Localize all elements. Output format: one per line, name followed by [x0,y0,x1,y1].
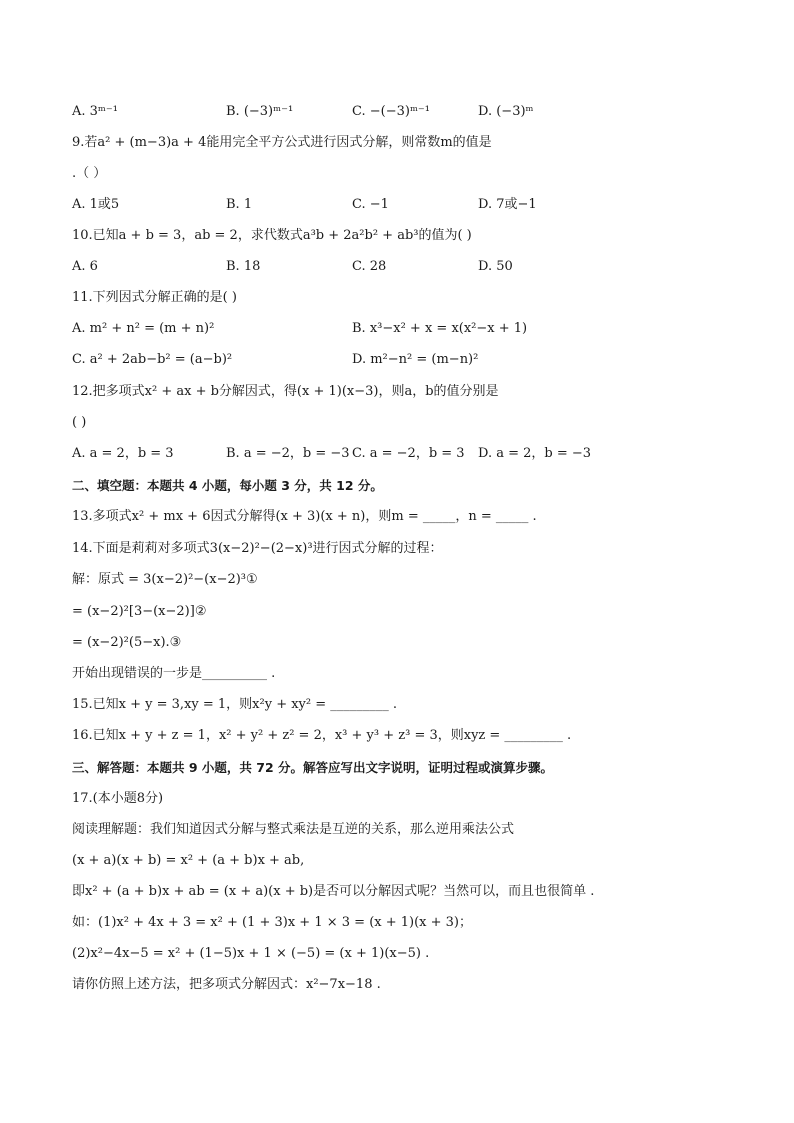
q8-option-a: A. 3ᵐ⁻¹ [72,104,118,119]
q10-option-d: D. 50 [478,259,513,274]
q11-option-d: D. m²−n² = (m−n)² [352,352,479,367]
q17-example-2: (2)x²−4x−5 = x² + (1−5)x + 1 × (−5) = (x + 1)(x−5) . [72,946,430,961]
q12-option-d: D. a = 2，b = −3 [478,446,592,461]
q12-option-a: A. a = 2，b = 3 [72,446,174,461]
q17-paragraph-1: 阅读理解题：我们知道因式分解与整式乘法是互逆的关系，那么逆用乘法公式 [72,822,515,837]
q10-option-c: C. 28 [352,259,387,274]
q8-option-d: D. (−3)ᵐ [478,104,534,119]
q8-option-b: B. (−3)ᵐ⁻¹ [226,104,294,119]
q12-option-b: B. a = −2，b = −3 [226,446,350,461]
q12-paren: ( ) [72,415,87,430]
q13-text: 13.多项式x² + mx + 6因式分解得(x + 3)(x + n)，则m = _____，n = _____ . [72,509,537,524]
q12-option-c: C. a = −2，b = 3 [352,446,465,461]
q11-option-a: A. m² + n² = (m + n)² [72,321,215,336]
q8-option-c: C. −(−3)ᵐ⁻¹ [352,104,430,119]
q10-option-a: A. 6 [72,259,98,274]
q10-stem: 10.已知a + b = 3，ab = 2，求代数式a³b + 2a²b² + ab³的值为( ) [72,228,472,243]
q9-option-b: B. 1 [226,197,253,212]
q11-option-b: B. x³−x² + x = x(x²−x + 1) [352,321,528,336]
q9-option-c: C. −1 [352,197,389,212]
q17-paragraph-2: (x + a)(x + b) = x² + (a + b)x + ab, [72,853,305,868]
q10-option-b: B. 18 [226,259,261,274]
q17-example-1: 如：(1)x² + 4x + 3 = x² + (1 + 3)x + 1 × 3 = (x + 1)(x + 3)； [72,915,472,930]
q11-stem: 11.下列因式分解正确的是( ) [72,290,237,305]
q17-title: 17.(本小题8分) [72,791,164,806]
q14-step-2: = (x−2)²[3−(x−2)]② [72,604,207,619]
section-fill-in-heading: 二、填空题：本题共 4 小题，每小题 3 分，共 12 分。 [72,478,383,493]
q16-text: 16.已知x + y + z = 1，x² + y² + z² = 2，x³ + y³ + z³ = 3，则xyz = _________ . [72,728,572,743]
q14-stem: 14.下面是莉莉对多项式3(x−2)²−(2−x)³进行因式分解的过程： [72,541,443,556]
q9-option-d: D. 7或−1 [478,197,537,212]
q9-option-a: A. 1或5 [72,197,120,212]
section-solve-heading: 三、解答题：本题共 9 小题，共 72 分。解答应写出文字说明，证明过程或演算步骤。 [72,760,554,775]
q9-stem: 9.若a² + (m−3)a + 4能用完全平方公式进行因式分解，则常数m的值是 [72,135,492,150]
q15-text: 15.已知x + y = 3,xy = 1，则x²y + xy² = _________ . [72,697,398,712]
q14-step-1: 解：原式 = 3(x−2)²−(x−2)³① [72,572,258,587]
q12-stem: 12.把多项式x² + ax + b分解因式，得(x + 1)(x−3)，则a，b的值分别是 [72,384,499,399]
q14-step-3: = (x−2)²(5−x).③ [72,635,182,650]
q14-question: 开始出现错误的一步是__________ . [72,666,276,681]
q11-option-c: C. a² + 2ab−b² = (a−b)² [72,352,233,367]
q17-paragraph-3: 即x² + (a + b)x + ab = (x + a)(x + b)是否可以分解因式呢？当然可以，而且也很简单 . [72,884,595,899]
q17-task: 请你仿照上述方法，把多项式分解因式：x²−7x−18 . [72,977,381,992]
q9-paren: .（ ） [72,166,107,181]
